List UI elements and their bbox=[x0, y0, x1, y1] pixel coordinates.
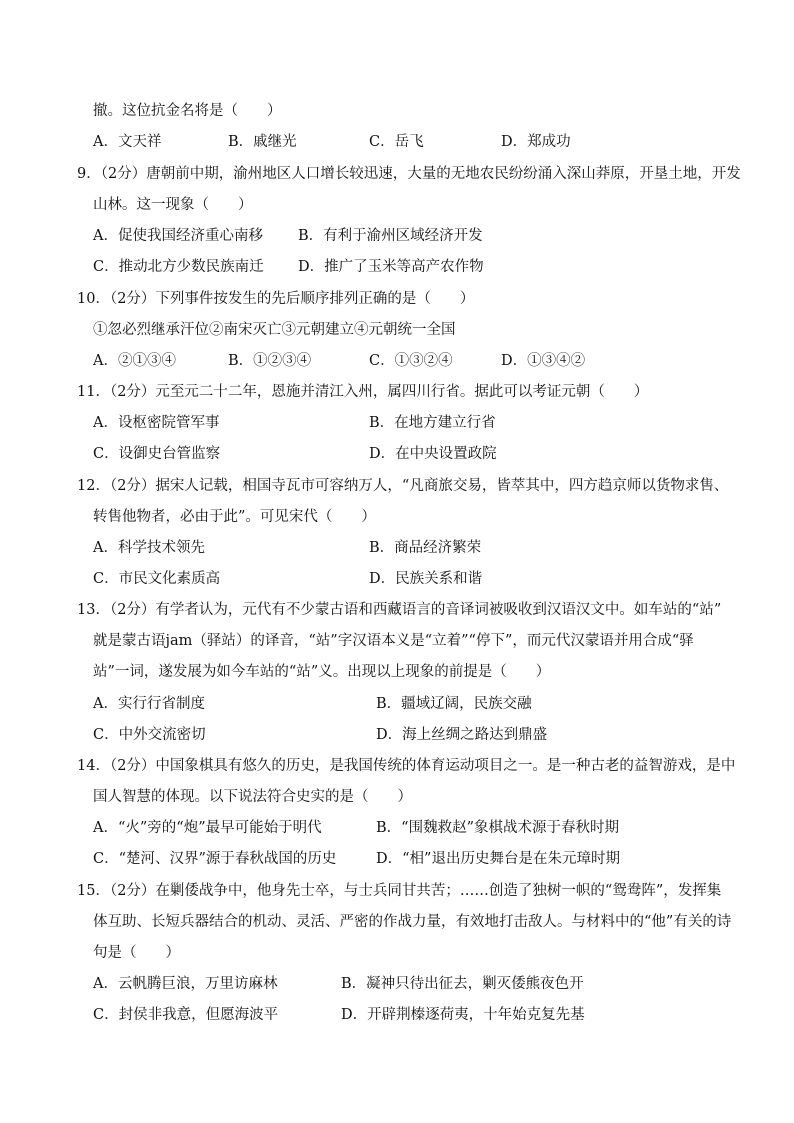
question-9-stem-line-1: 9．（2分）唐朝前中期，渝州地区人口增长较迅速，大量的无地农民纷纷涌入深山莽原，开垦土地，开发 bbox=[77, 166, 741, 182]
q9-option-c: C．推动北方少数民族南迁 bbox=[93, 259, 264, 275]
q15-option-c: C．封侯非我意，但愿海波平 bbox=[93, 1007, 279, 1023]
question-12-stem-line-1: 12．（2分）据宋人记载，相国寺瓦市可容纳万人，“凡商旅交易，皆萃其中，四方趋京师以货物求售、 bbox=[77, 478, 729, 494]
q14-option-a: A．“火”旁的“炮”最早可能始于明代 bbox=[93, 820, 322, 836]
q8-option-b: B．戚继光 bbox=[228, 134, 297, 150]
q15-option-a: A．云帆腾巨浪，万里访麻林 bbox=[93, 976, 278, 992]
question-12-stem-line-2: 转售他物者，必由于此”。可见宋代（ ） bbox=[93, 509, 376, 525]
q12-option-b: B．商品经济繁荣 bbox=[369, 540, 482, 556]
q13-option-c: C．中外交流密切 bbox=[93, 727, 206, 743]
q14-option-d: D．“相”退出历史舞台是在朱元璋时期 bbox=[376, 851, 620, 867]
q10-option-d: D．①③④② bbox=[501, 353, 586, 369]
question-10-stem: 10．（2分）下列事件按发生的先后顺序排列正确的是（ ） bbox=[77, 291, 475, 307]
q11-option-d: D．在中央设置政院 bbox=[369, 446, 497, 462]
q15-option-b: B．凝神只待出征去，剿灭倭熊夜色开 bbox=[341, 976, 584, 992]
question-13-stem-line-3: 站”一词，遂发展为如今车站的“站”义。出现以上现象的前提是（ ） bbox=[93, 664, 551, 680]
question-13-stem-line-2: 就是蒙古语jam（驿站）的译音，“站”字汉语本义是“立着”“停下”，而元代汉蒙语并用合成“驿 bbox=[93, 633, 694, 649]
question-14-stem-line-1: 14．（2分）中国象棋具有悠久的历史，是我国传统的体育运动项目之一。是一种古老的益智游戏，是中 bbox=[77, 758, 736, 774]
question-11-stem: 11．（2分）元至元二十二年，恩施并清江入州，属四川行省。据此可以考证元朝（ ） bbox=[77, 384, 649, 400]
q9-option-d: D．推广了玉米等高产农作物 bbox=[298, 259, 484, 275]
q8-option-d: D．郑成功 bbox=[501, 134, 571, 150]
q11-option-c: C．设御史台管监察 bbox=[93, 446, 221, 462]
q11-option-a: A．设枢密院管军事 bbox=[93, 415, 220, 431]
q9-option-a: A．促使我国经济重心南移 bbox=[93, 228, 263, 244]
question-9-stem-line-2: 山林。这一现象（ ） bbox=[93, 197, 253, 213]
question-15-stem-line-2: 体互助、长短兵器结合的机动、灵活、严密的作战力量，有效地打击敌人。与材料中的“他”有关的诗 bbox=[93, 914, 732, 930]
question-15-stem-line-3: 句是（ ） bbox=[93, 945, 180, 961]
question-8-continuation: 撤。这位抗金名将是（ ） bbox=[93, 103, 282, 119]
q12-option-a: A．科学技术领先 bbox=[93, 540, 205, 556]
q13-option-a: A．实行行省制度 bbox=[93, 696, 205, 712]
q10-option-b: B．①②③④ bbox=[228, 353, 312, 369]
q13-option-b: B．疆域辽阔，民族交融 bbox=[376, 696, 532, 712]
q12-option-d: D．民族关系和谐 bbox=[369, 571, 483, 587]
q14-option-c: C．“楚河、汉界”源于春秋战国的历史 bbox=[93, 851, 337, 867]
question-13-stem-line-1: 13．（2分）有学者认为，元代有不少蒙古语和西藏语言的音译词被吸收到汉语汉文中。如车站的“站” bbox=[77, 602, 722, 618]
q13-option-d: D．海上丝绸之路达到鼎盛 bbox=[376, 727, 548, 743]
q8-option-c: C．岳飞 bbox=[369, 134, 424, 150]
question-10-events: ①忽必烈继承汗位②南宋灭亡③元朝建立④元朝统一全国 bbox=[93, 322, 456, 338]
q10-option-c: C．①③②④ bbox=[369, 353, 453, 369]
q9-option-b: B．有利于渝州区域经济开发 bbox=[298, 228, 483, 244]
q12-option-c: C．市民文化素质高 bbox=[93, 571, 221, 587]
q8-option-a: A．文天祥 bbox=[93, 134, 162, 150]
q15-option-d: D．开辟荆榛逐荷夷，十年始克复先基 bbox=[341, 1007, 585, 1023]
q14-option-b: B．“围魏救赵”象棋战术源于春秋时期 bbox=[376, 820, 619, 836]
question-14-stem-line-2: 国人智慧的体现。以下说法符合史实的是（ ） bbox=[93, 789, 412, 805]
question-15-stem-line-1: 15．（2分）在剿倭战争中，他身先士卒，与士兵同甘共苦；……创造了独树一帜的“鸳鸯阵”，发挥集 bbox=[77, 883, 722, 899]
q10-option-a: A．②①③④ bbox=[93, 353, 176, 369]
q11-option-b: B．在地方建立行省 bbox=[369, 415, 496, 431]
